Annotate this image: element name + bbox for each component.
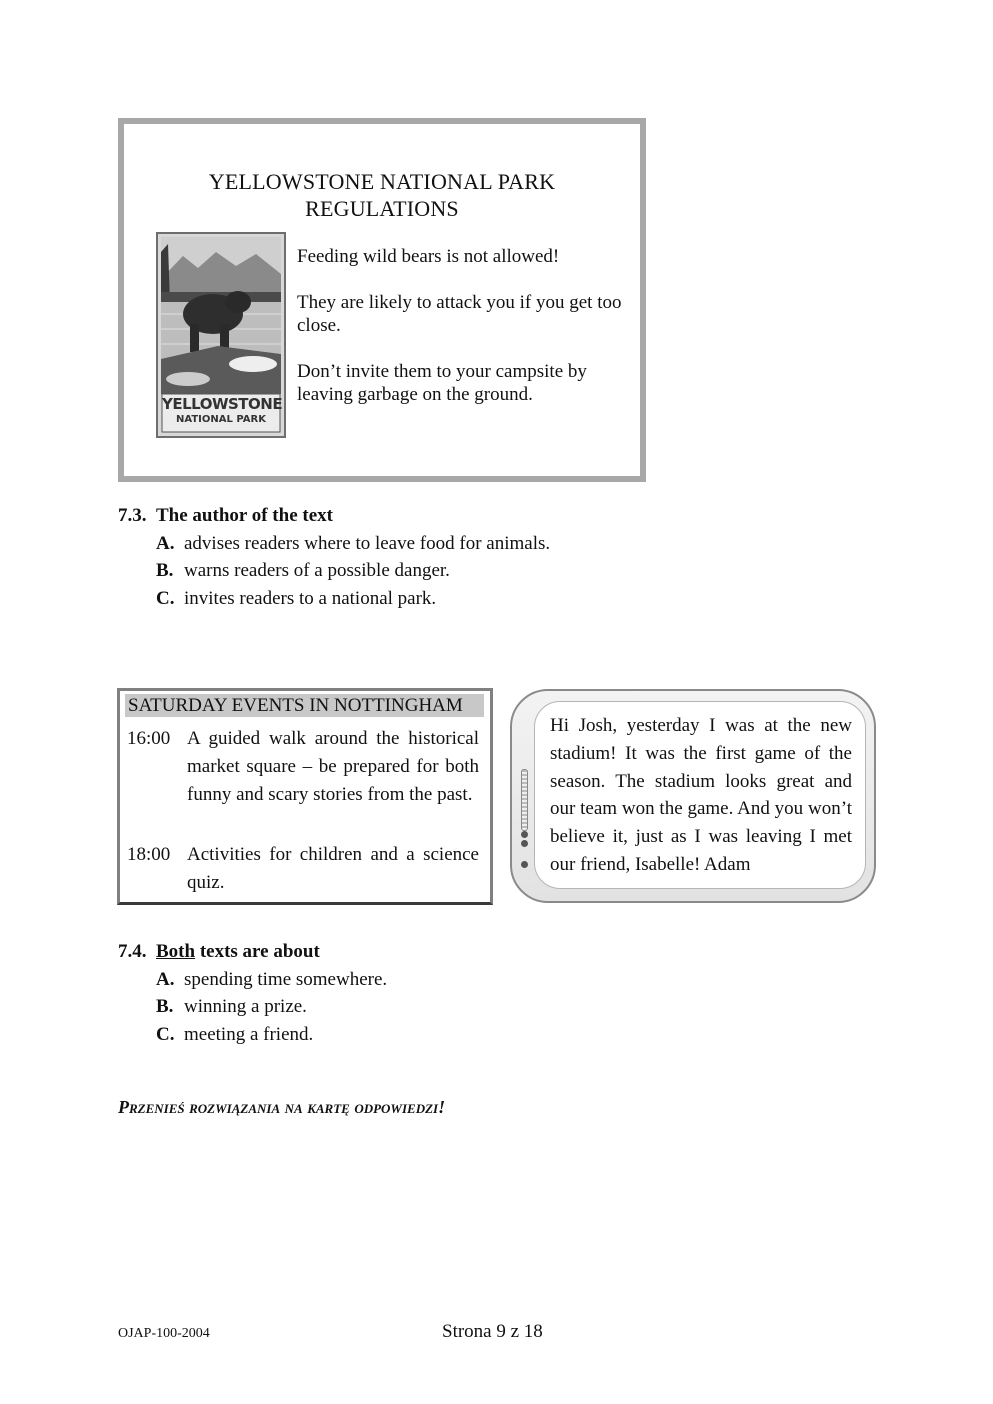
transfer-answers-instruction: Przenieś rozwiązania na kartę odpowiedzi! [118, 1097, 446, 1117]
question-emphasis: Both [156, 941, 196, 962]
option-text: winning a prize. [184, 996, 307, 1017]
phone-button-icon [521, 831, 528, 838]
event-time: 18:00 [127, 844, 171, 865]
answer-option-b[interactable] [118, 557, 550, 585]
phone-speaker-icon [521, 769, 528, 831]
question-stem [118, 502, 550, 530]
notice-title-line-1: YELLOWSTONE NATIONAL PARK [208, 169, 556, 194]
option-letter: C. [156, 587, 175, 609]
notice-paragraph: They are likely to attack you if you get too close. [297, 292, 622, 336]
option-text: advises readers where to leave food for animals. [184, 532, 551, 554]
notice-title-line-2: REGULATIONS [305, 196, 459, 221]
option-letter: A. [156, 532, 175, 554]
poster-label-line-1: YELLOWSTONE [162, 395, 283, 413]
answer-option-c[interactable] [118, 585, 550, 613]
option-letter: C. [156, 1023, 175, 1045]
phone-message-text: Hi Josh, yesterday I was at the new stadium! It was the first game of the season. The stadium looks great and our team won the game. And you won’t believe it, just as I was leaving I met our friend, Isabelle! Adam [550, 715, 852, 875]
event-item [127, 725, 479, 809]
question-text: texts are about [195, 941, 320, 962]
question-number: 7.4. [118, 941, 147, 962]
poster-label-line-2: NATIONAL PARK [176, 414, 266, 425]
answer-option-c[interactable] [118, 1021, 387, 1049]
option-text: warns readers of a possible danger. [184, 560, 450, 581]
option-text: invites readers to a national park. [184, 587, 437, 609]
notice-paragraph: Don’t invite them to your campsite by leaving garbage on the ground. [297, 361, 587, 405]
exam-code: OJAP-100-2004 [118, 1326, 210, 1341]
phone-frame [510, 689, 876, 903]
option-letter: A. [156, 968, 175, 990]
bear-poster-image [156, 232, 286, 438]
notice-text [297, 245, 627, 429]
notice-paragraph: Feeding wild bears is not allowed! [297, 246, 560, 267]
phone-message [510, 689, 876, 903]
yellowstone-notice [118, 118, 646, 482]
option-letter: B. [156, 560, 174, 581]
question-7-3 [118, 502, 550, 612]
option-letter: B. [156, 996, 174, 1017]
answer-option-a[interactable] [118, 966, 387, 994]
event-description: A guided walk around the historical market square – be prepared for both funny and scary stories from the past. [187, 728, 479, 805]
page-number: Strona 9 z 18 [442, 1321, 543, 1342]
question-text: The author of the text [156, 505, 333, 526]
phone-screen [534, 701, 866, 889]
question-7-4 [118, 938, 387, 1048]
question-number: 7.3. [118, 505, 147, 526]
option-text: spending time somewhere. [184, 968, 388, 990]
question-stem [118, 938, 387, 966]
events-title: SATURDAY EVENTS IN NOTTINGHAM [125, 694, 484, 717]
event-time: 16:00 [127, 728, 171, 749]
event-description: Activities for children and a science quiz. [187, 844, 479, 893]
event-item [127, 841, 479, 897]
option-text: meeting a friend. [184, 1023, 314, 1045]
phone-camera-icon [521, 861, 528, 868]
phone-button-icon [521, 840, 528, 847]
answer-option-a[interactable] [118, 530, 550, 558]
notice-title [124, 168, 640, 222]
events-box [117, 688, 493, 905]
answer-option-b[interactable] [118, 993, 387, 1021]
